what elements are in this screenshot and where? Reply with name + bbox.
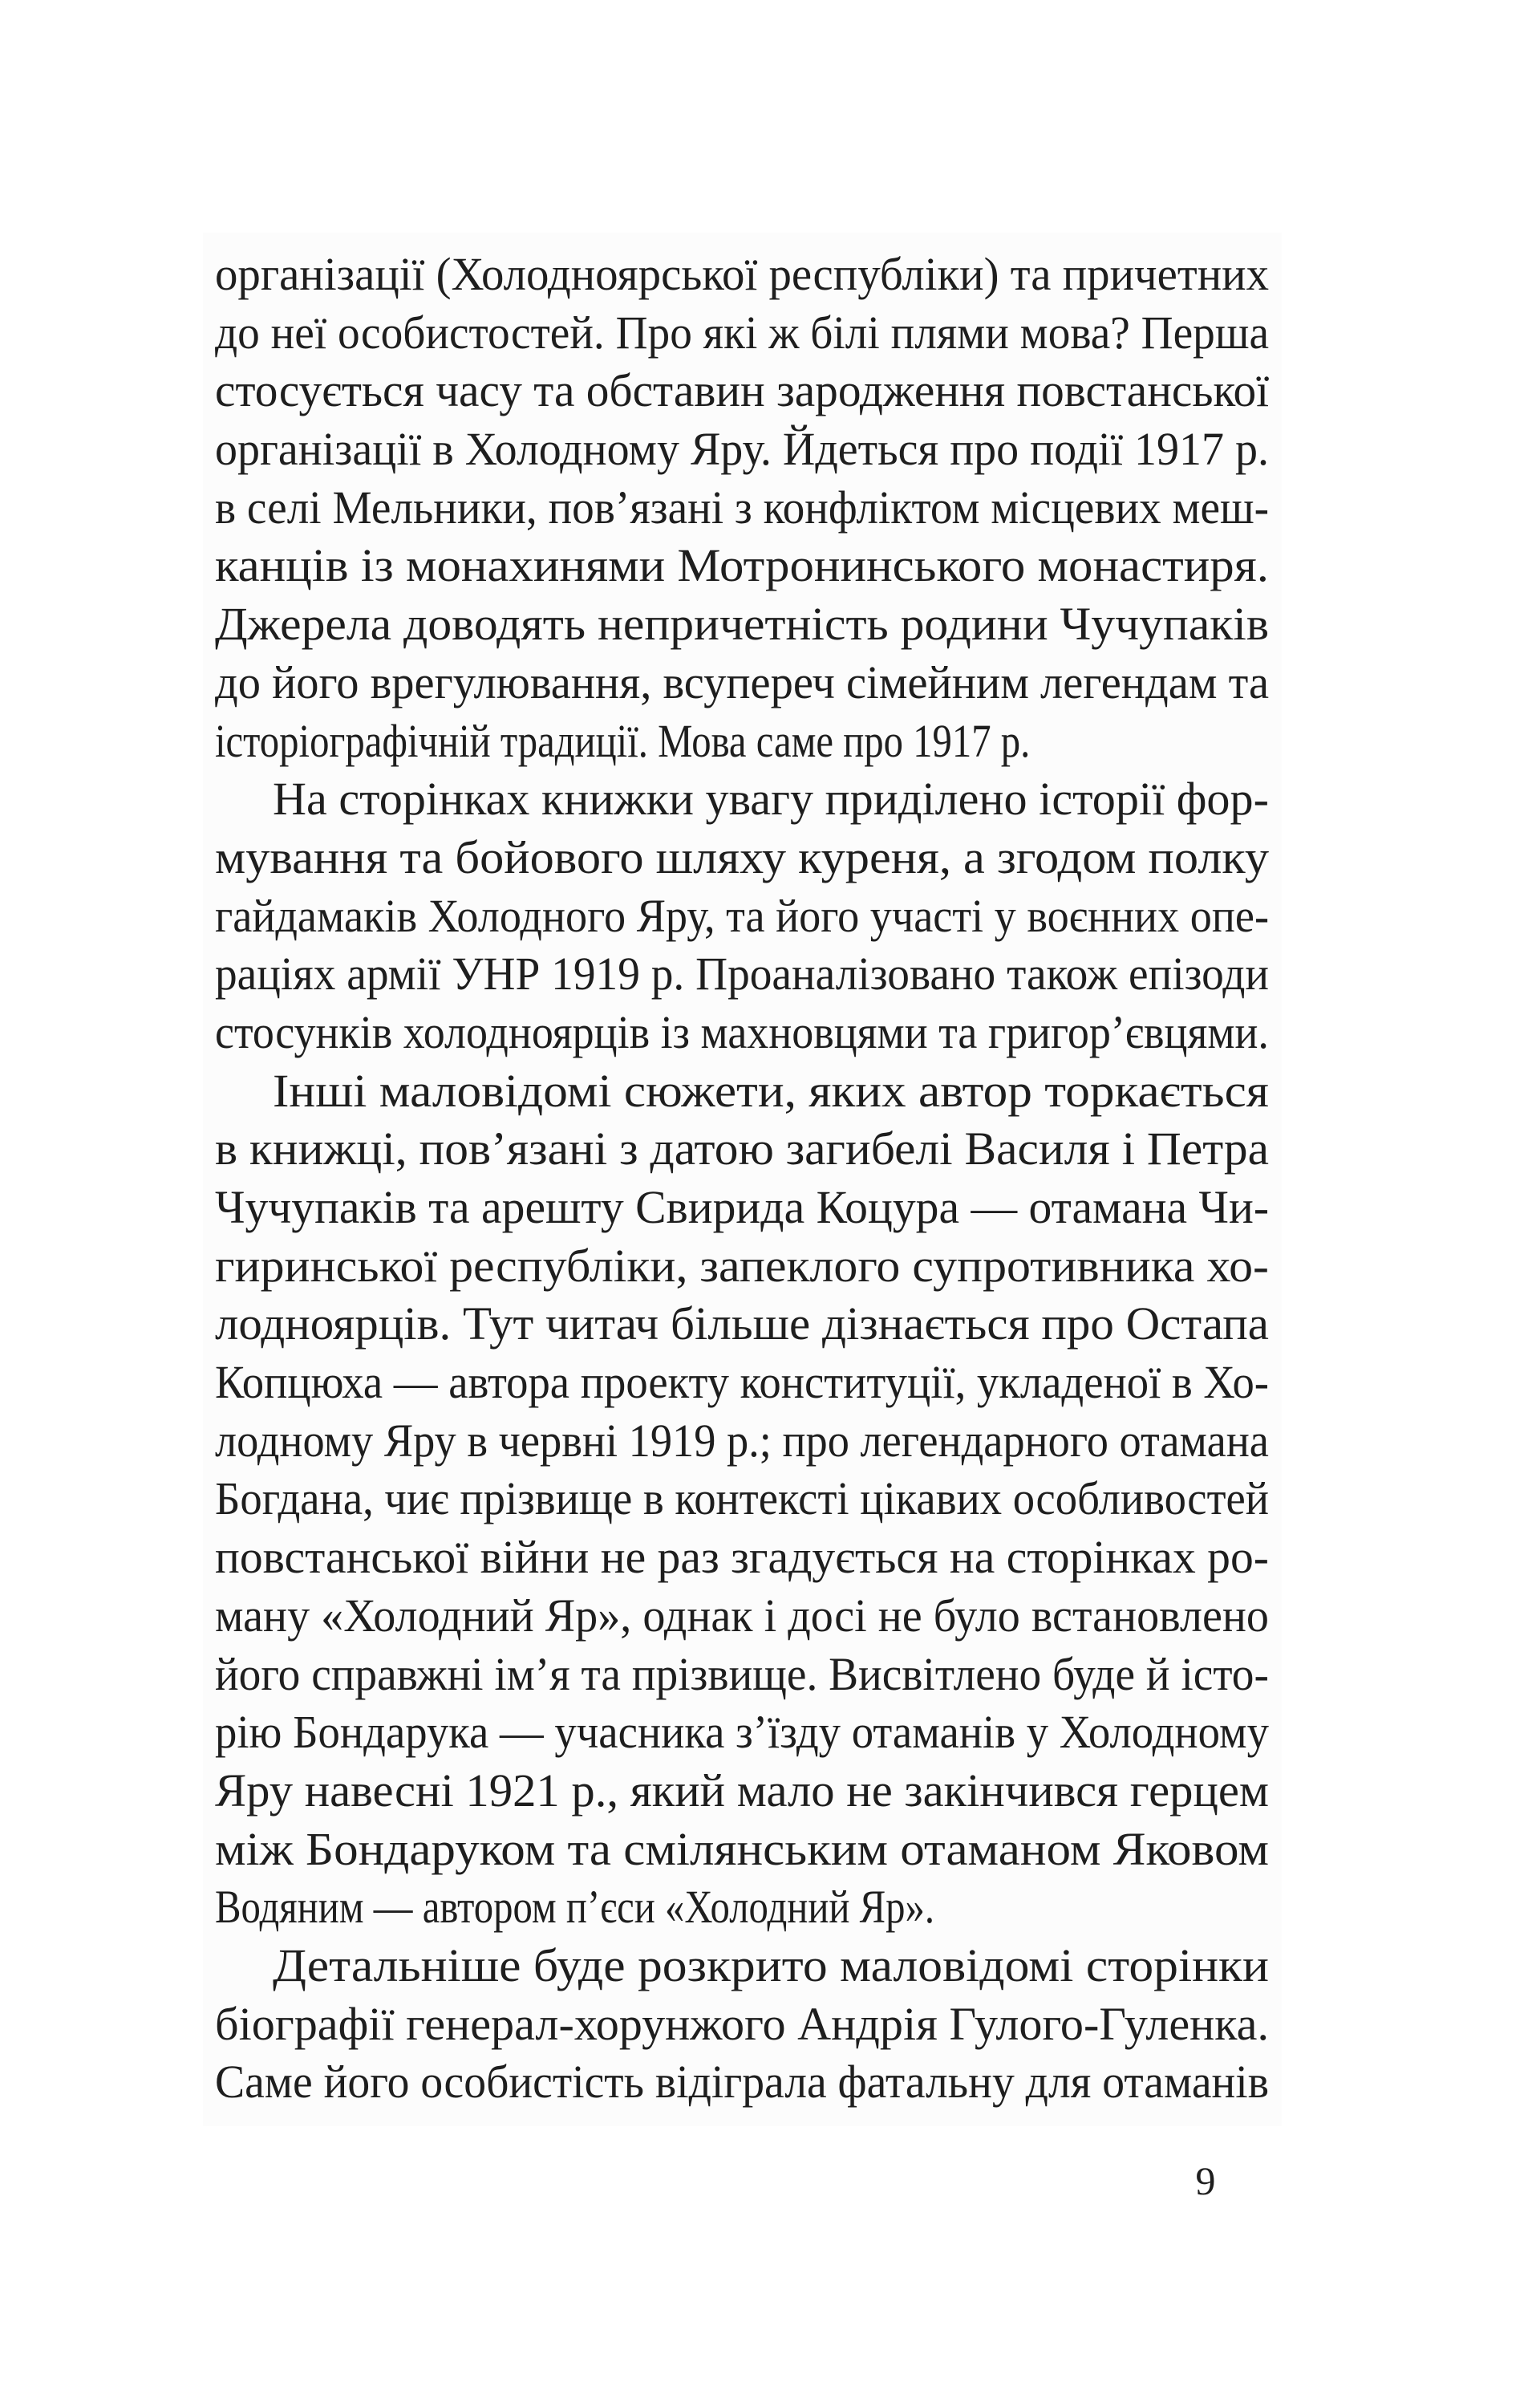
text-line-content: Інші маловідомі сюжети, яких автор торкається — [273, 1064, 1269, 1117]
text-line — [215, 1646, 1269, 1704]
text-line — [215, 362, 1269, 420]
text-line-content: рію Бондарука — учасника з’їзду отаманів у Холодному — [215, 1706, 1269, 1759]
text-line — [215, 654, 1269, 712]
text-line — [215, 770, 1269, 829]
text-line — [215, 537, 1269, 595]
text-line-content: Саме його особистість відіграла фатальну для отаманів — [215, 2056, 1270, 2109]
text-line-content: між Бондаруком та смілянським отаманом Яковом — [215, 1822, 1269, 1875]
text-line — [215, 1062, 1269, 1121]
text-line-content: гайдамаків Холодного Яру, та його участі у воєнних опе- — [215, 889, 1270, 942]
text-line-content: організації (Холодноярської республіки) та причетних — [215, 248, 1270, 300]
text-line-content: до його врегулювання, всупереч сімейним легендам та — [215, 656, 1270, 708]
text-line — [215, 887, 1269, 946]
text-line — [215, 1762, 1269, 1821]
text-line — [215, 1878, 1269, 1937]
text-line-content: організації в Холодному Яру. Йдеться про події 1917 р. — [215, 423, 1269, 476]
text-line — [215, 246, 1269, 304]
text-line-content: мування та бойового шляху куреня, а згодом полку — [215, 830, 1270, 883]
page-number: 9 — [1195, 2158, 1216, 2203]
text-line-content: Детальніше буде розкрито маловідомі сторінки — [273, 1938, 1269, 1991]
text-line — [215, 945, 1269, 1004]
text-line — [215, 595, 1269, 654]
text-line-content: Богдана, чиє прізвище в контексті цікавих особливостей — [215, 1472, 1270, 1525]
text-line — [215, 1528, 1269, 1587]
text-line-content: Яру навесні 1921 р., який мало не закінчився герцем — [215, 1764, 1270, 1817]
text-line-content: гиринської республіки, запеклого супротивника хо- — [215, 1239, 1270, 1292]
text-line-content: лодноярців. Тут читач більше дізнається про Остапа — [215, 1297, 1269, 1350]
text-line-content: до неї особистостей. Про які ж білі плями мова? Перша — [215, 306, 1270, 359]
text-line — [215, 1587, 1269, 1646]
text-line-content: його справжні ім’я та прізвище. Висвітлено буде й істо- — [215, 1647, 1269, 1700]
text-line — [215, 1295, 1269, 1354]
text-line — [215, 1237, 1269, 1296]
body-text — [215, 246, 1269, 2112]
text-line-content: історіографічній традиції. Мова саме про 1917 р. — [215, 714, 1031, 767]
text-line — [215, 712, 1269, 771]
text-line-content: в книжці, пов’язані з датою загибелі Василя і Петра — [215, 1122, 1270, 1175]
text-line — [215, 1354, 1269, 1412]
text-line-content: стосується часу та обставин зародження повстанської — [215, 364, 1270, 417]
text-line-content: біографії генерал-хорунжого Андрія Гулого-Гуленка. — [215, 1997, 1270, 2050]
text-line — [215, 1821, 1269, 1879]
text-line — [215, 420, 1269, 479]
text-line — [215, 1937, 1269, 1995]
text-line — [215, 2053, 1269, 2112]
text-line — [215, 1703, 1269, 1762]
text-line-content: Водяним — автором п’єси «Холодний Яр». — [215, 1881, 935, 1934]
text-line-content: в селі Мельники, пов’язані з конфліктом місцевих меш- — [215, 481, 1270, 534]
text-line — [215, 1179, 1269, 1237]
text-line-content: повстанської війни не раз згадується на сторінках ро- — [215, 1531, 1269, 1584]
text-line-content: стосунків холодноярців із махновцями та григор’євцями. — [215, 1005, 1269, 1058]
text-line-content: На сторінках книжки увагу приділено історії фор- — [273, 773, 1269, 826]
text-line-content: Чучупаків та арешту Свирида Коцура — отамана Чи- — [215, 1181, 1270, 1233]
text-line-content: ману «Холодний Яр», однак і досі не було встановлено — [215, 1589, 1269, 1642]
text-line-content: раціях армії УНР 1919 р. Проаналізовано також епізоди — [215, 948, 1270, 1001]
text-line-content: лодному Яру в червні 1919 р.; про легендарного отамана — [215, 1414, 1269, 1467]
text-line — [215, 1004, 1269, 1062]
text-line — [215, 1412, 1269, 1471]
text-line — [215, 1470, 1269, 1528]
text-line-content: Копцюха — автора проекту конституції, укладеної в Хо- — [215, 1356, 1270, 1409]
text-line — [215, 479, 1269, 538]
text-line — [215, 304, 1269, 363]
text-line — [215, 1120, 1269, 1179]
text-line-content: Джерела доводять непричетність родини Чучупаків — [215, 598, 1270, 651]
text-line-content: канців із монахинями Мотронинського монастиря. — [215, 539, 1269, 592]
text-line — [215, 829, 1269, 887]
text-line — [215, 1995, 1269, 2054]
